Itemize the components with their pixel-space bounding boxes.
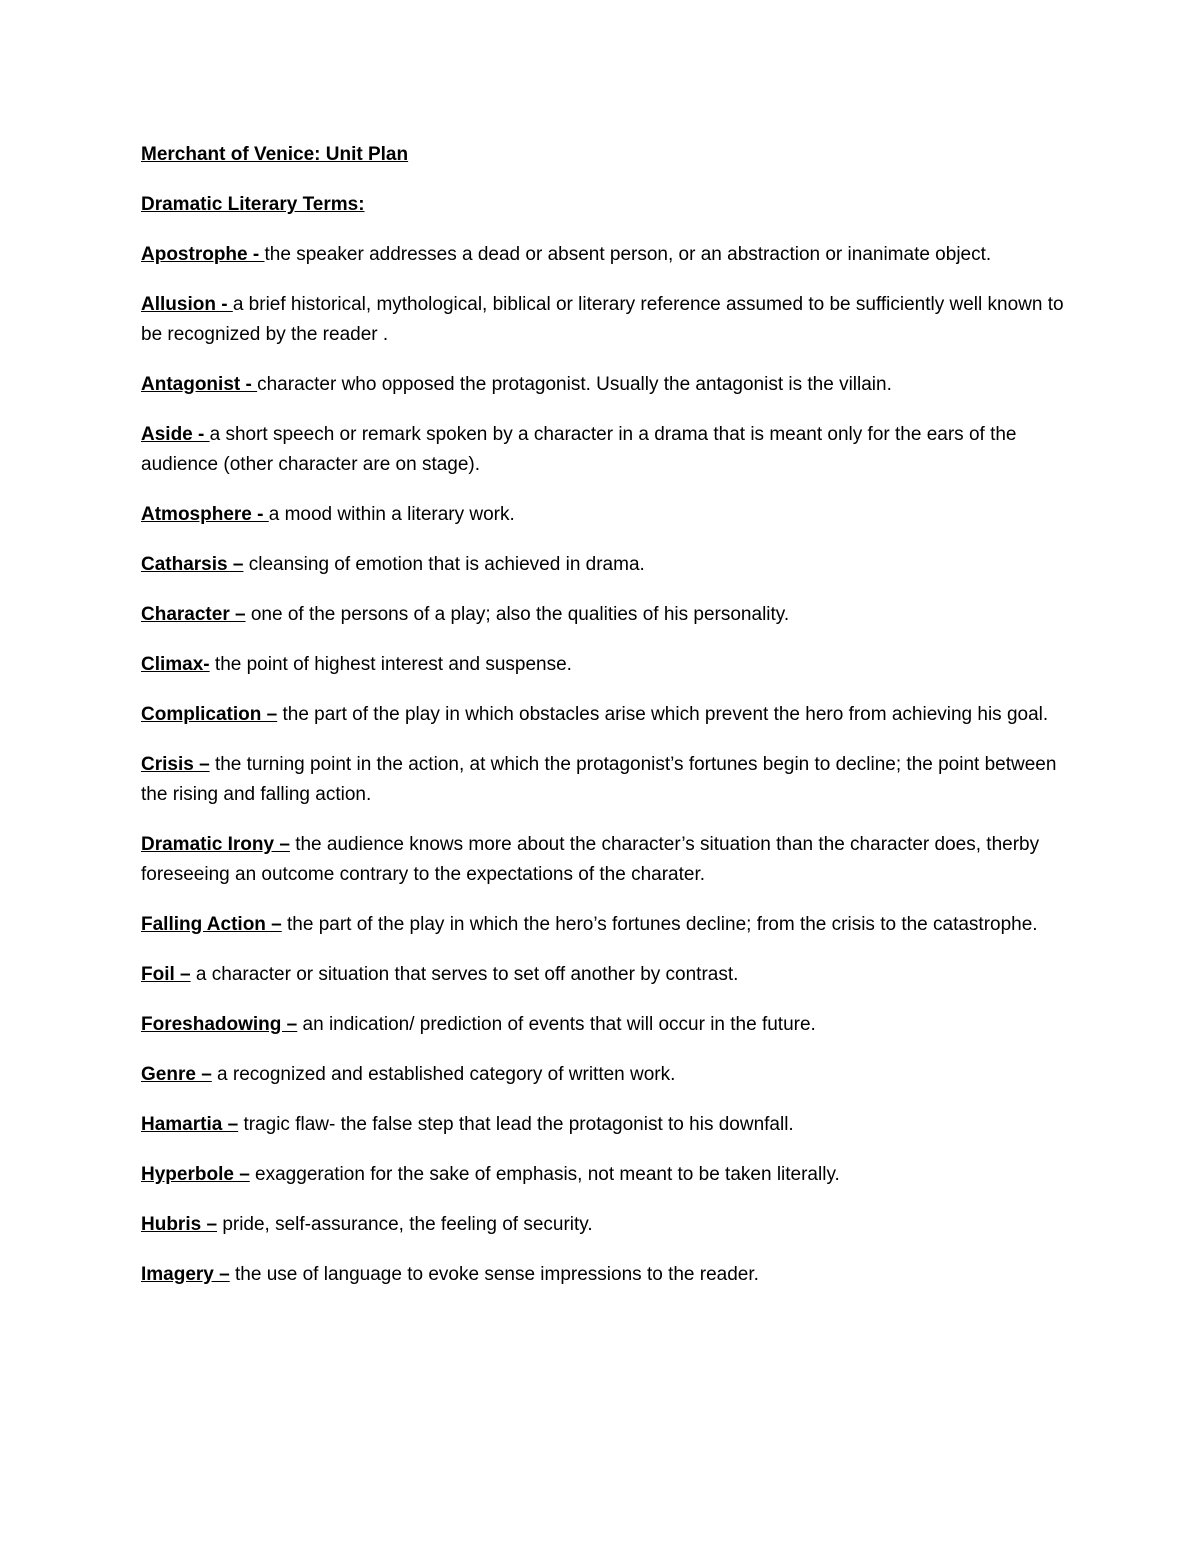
term-entry xyxy=(141,600,1066,630)
term-name: Foil – xyxy=(141,964,191,985)
term-entry xyxy=(141,370,1066,400)
term-definition: pride, self-assurance, the feeling of security. xyxy=(222,1214,593,1235)
term-entry xyxy=(141,910,1066,940)
term-definition: cleansing of emotion that is achieved in drama. xyxy=(248,554,645,575)
document-body xyxy=(141,140,1066,1310)
term-name: Character – xyxy=(141,604,246,625)
term-entry xyxy=(141,1110,1066,1140)
term-definition: character who opposed the protagonist. Usually the antagonist is the villain. xyxy=(257,374,892,395)
term-entry xyxy=(141,420,1066,480)
term-name: Aside - xyxy=(141,424,210,445)
term-name: Imagery – xyxy=(141,1264,230,1285)
term-definition: an indication/ prediction of events that will occur in the future. xyxy=(302,1014,816,1035)
term-name: Antagonist - xyxy=(141,374,258,395)
term-entry xyxy=(141,1210,1066,1240)
term-name: Foreshadowing – xyxy=(141,1014,298,1035)
term-entry xyxy=(141,1260,1066,1290)
term-definition: a recognized and established category of written work. xyxy=(217,1064,676,1085)
term-name: Dramatic Irony – xyxy=(141,834,290,855)
term-definition: the speaker addresses a dead or absent person, or an abstraction or inanimate object. xyxy=(264,244,992,265)
term-definition: the turning point in the action, at which the protagonist’s fortunes begin to decline; the point between the rising and falling action. xyxy=(141,754,1057,805)
term-name: Apostrophe - xyxy=(141,244,265,265)
term-definition: the use of language to evoke sense impressions to the reader. xyxy=(235,1264,759,1285)
term-definition: the part of the play in which the hero’s fortunes decline; from the crisis to the catastrophe. xyxy=(287,914,1038,935)
term-name: Hamartia – xyxy=(141,1114,239,1135)
term-name: Genre – xyxy=(141,1064,212,1085)
term-name: Catharsis – xyxy=(141,554,244,575)
term-entry xyxy=(141,650,1066,680)
term-entry xyxy=(141,550,1066,580)
term-name: Crisis – xyxy=(141,754,210,775)
term-entry xyxy=(141,500,1066,530)
term-definition: a short speech or remark spoken by a character in a drama that is meant only for the ears of the audience (other character are on stage). xyxy=(141,424,1017,475)
term-definition: the point of highest interest and suspense. xyxy=(214,654,572,675)
term-definition: tragic flaw- the false step that lead the protagonist to his downfall. xyxy=(243,1114,794,1135)
term-name: Climax- xyxy=(141,654,210,675)
term-entry xyxy=(141,830,1066,890)
term-definition: exaggeration for the sake of emphasis, not meant to be taken literally. xyxy=(255,1164,840,1185)
term-entry xyxy=(141,700,1066,730)
term-name: Hyperbole – xyxy=(141,1164,250,1185)
term-entry xyxy=(141,240,1066,270)
term-name: Falling Action – xyxy=(141,914,282,935)
term-definition: the audience knows more about the character’s situation than the character does, therby foreseeing an outcome contrary to the expectations of the charater. xyxy=(141,834,1040,885)
term-entry xyxy=(141,1010,1066,1040)
term-entry xyxy=(141,290,1066,350)
term-entry xyxy=(141,960,1066,990)
term-definition: a character or situation that serves to set off another by contrast. xyxy=(195,964,739,985)
term-definition: a mood within a literary work. xyxy=(268,504,515,525)
term-definition: a brief historical, mythological, biblical or literary reference assumed to be sufficiently well known to be recognized by the reader . xyxy=(141,294,1064,345)
term-entry xyxy=(141,1160,1066,1190)
term-definition: the part of the play in which obstacles arise which prevent the hero from achieving his goal. xyxy=(282,704,1049,725)
term-name: Atmosphere - xyxy=(141,504,269,525)
document-title: Merchant of Venice: Unit Plan xyxy=(141,144,409,165)
term-entry xyxy=(141,1060,1066,1090)
term-name: Allusion - xyxy=(141,294,233,315)
term-entry xyxy=(141,750,1066,810)
terms-list xyxy=(141,240,1066,1290)
term-name: Hubris – xyxy=(141,1214,218,1235)
term-definition: one of the persons of a play; also the qualities of his personality. xyxy=(250,604,790,625)
term-name: Complication – xyxy=(141,704,278,725)
section-heading: Dramatic Literary Terms: xyxy=(141,194,365,215)
